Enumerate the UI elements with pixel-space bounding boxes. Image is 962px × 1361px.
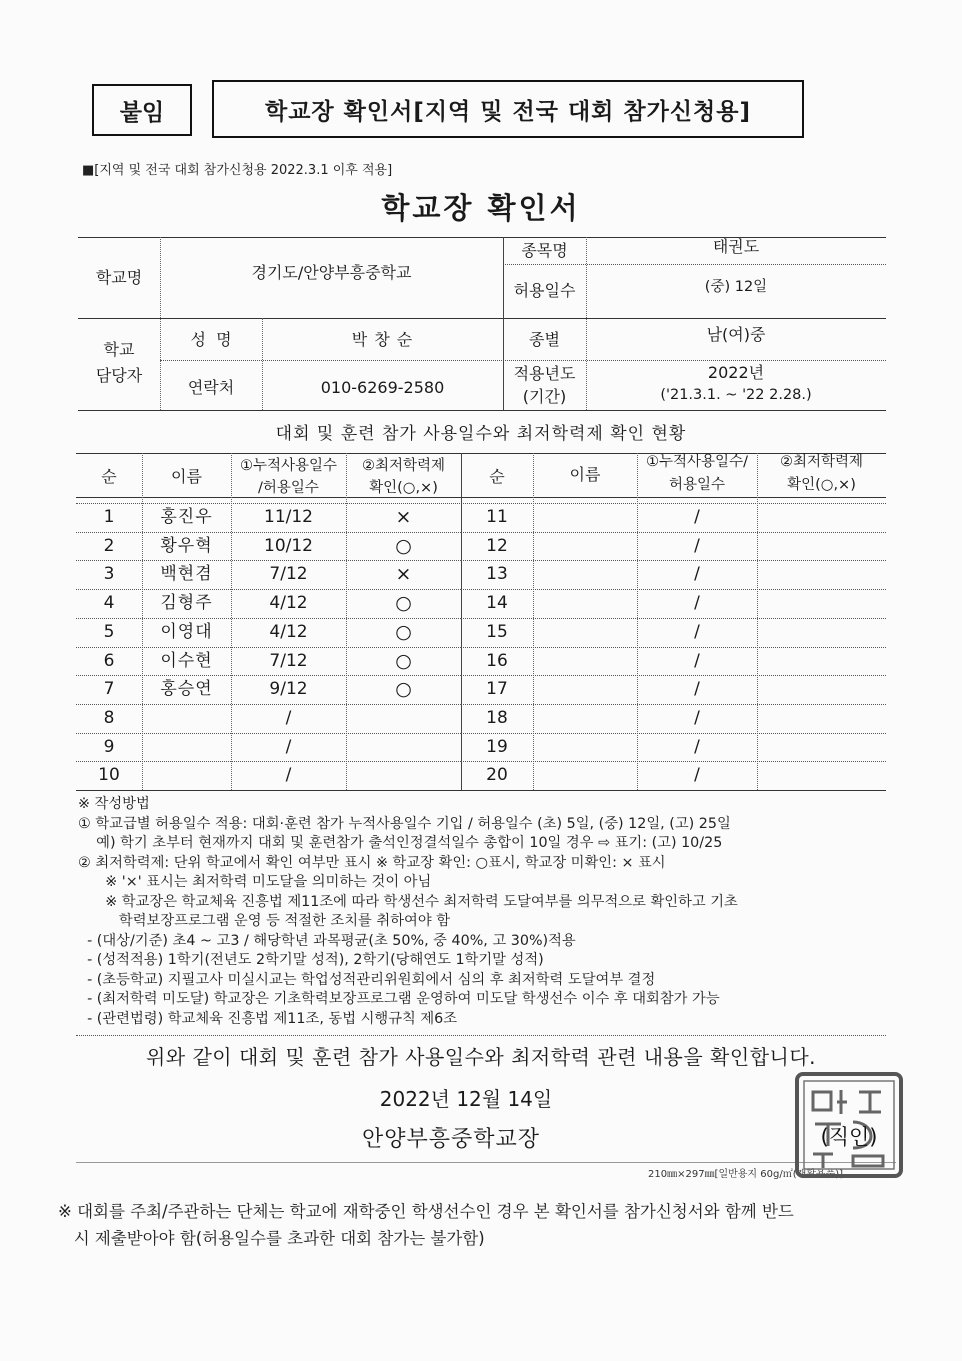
table-left-row-9-days: / xyxy=(285,736,292,757)
table-right-row-4-days: / xyxy=(694,592,700,613)
table-right-row-7-mark xyxy=(757,675,886,704)
note-line-6: ※ 학교장은 학교체육 진흥법 제11조에 따라 학생선수 최저학력 도달여부를 의무적으로 확인하고 기초 xyxy=(78,893,738,910)
status-subtitle: 대회 및 훈련 참가 사용일수와 최저학력제 확인 현황 xyxy=(275,424,687,444)
year-period: ('21.3.1. ~ '22 2.28.) xyxy=(660,386,812,403)
table-right-row-9-name xyxy=(533,733,637,762)
table-left-row-2-days: 10/12 xyxy=(264,535,313,556)
table-right-row-1-days: / xyxy=(694,506,700,527)
table-left-row-7-days: 9/12 xyxy=(269,678,308,699)
paper-spec: 210㎜×297㎜[일반용지 60g/㎡(재활용품)] xyxy=(648,1169,844,1180)
table-right-row-2-no: 12 xyxy=(486,535,508,556)
principal-signature: 안양부흥중학교장 xyxy=(361,1127,541,1152)
year-value: 2022년 xyxy=(707,363,765,382)
table-left-row-1-no: 1 xyxy=(103,506,115,527)
table-right-row-5-mark xyxy=(757,618,886,647)
table-right-row-9-no: 19 xyxy=(486,736,508,757)
table-left-row-6-days: 7/12 xyxy=(269,650,308,671)
table-right-row-3-days: / xyxy=(694,563,700,584)
table-right-row-6-name xyxy=(533,647,637,676)
table-left-row-8-mark xyxy=(346,704,461,733)
col-header-days-left-l2: /허용일수 xyxy=(258,479,319,496)
table-left-row-8-days: / xyxy=(285,707,292,728)
table-right-row-6-no: 16 xyxy=(486,650,508,671)
note-line-8: - (대상/기준) 초4 ~ 고3 / 해당학년 과목평균(초 50%, 중 40%, 고 30%)적용 xyxy=(78,932,576,949)
signing-date: 2022년 12월 14일 xyxy=(379,1087,553,1111)
col-header-min-right-l2: 확인(○,×) xyxy=(787,476,856,493)
table-right-row-8-name xyxy=(533,704,637,733)
table-left-row-8-no: 8 xyxy=(103,707,115,728)
table-right-row-4-name xyxy=(533,589,637,618)
footer-notice xyxy=(58,1198,918,1252)
table-left-row-4-name: 김형주 xyxy=(160,592,213,613)
table-left-row-9-mark xyxy=(346,733,461,762)
table-left-row-6-name: 이수현 xyxy=(160,650,213,671)
year-label-line1: 적용년도 xyxy=(513,364,576,383)
table-right-row-6-mark xyxy=(757,647,886,676)
contact-value: 010-6269-2580 xyxy=(320,378,445,397)
table-right-row-7-no: 17 xyxy=(486,678,508,699)
table-left-row-10-name xyxy=(142,761,231,790)
table-left-row-6-no: 6 xyxy=(103,650,115,671)
table-left-row-3-days: 7/12 xyxy=(269,563,308,584)
table-right-row-10-days: / xyxy=(694,764,700,785)
footer-line-1: ※ 대회를 주최/주관하는 단체는 학교에 재학중인 학생선수인 경우 본 확인서를 참가신청서와 함께 반드 xyxy=(58,1202,794,1221)
table-left-row-9-name xyxy=(142,733,231,762)
table-left-row-5-name: 이영대 xyxy=(160,621,213,642)
table-left-row-1-name: 홍진우 xyxy=(160,506,213,527)
table-right-row-1-mark xyxy=(757,503,886,532)
col-header-days-right-l1: ①누적사용일수/ xyxy=(646,453,748,470)
table-right-row-2-mark xyxy=(757,532,886,561)
table-left-row-8-name xyxy=(142,704,231,733)
note-line-12: - (관련법령) 학교체육 진흥법 제11조, 동법 시행규칙 제6조 xyxy=(78,1010,458,1027)
manager-label-line1: 학교 xyxy=(103,340,135,359)
table-right-row-3-mark xyxy=(757,560,886,589)
school-name-value: 경기도/안양부흥중학교 xyxy=(251,263,412,282)
allowed-days-label: 허용일수 xyxy=(513,281,576,300)
note-line-10: - (초등학교) 지필고사 미실시교는 학업성적관리위원회에서 심의 후 최저학력 도달여부 결정 xyxy=(78,971,656,988)
table-left-row-1-mark: × xyxy=(395,505,412,528)
note-line-5: ※ '×' 표시는 최저학력 미도달을 의미하는 것이 아님 xyxy=(78,874,432,890)
table-left-row-5-no: 5 xyxy=(103,621,115,642)
note-line-3: 예) 학기 초부터 현재까지 대회 및 훈련참가 출석인정결석일수 총합이 10일 경우 ⇨ 표기: (고) 10/25 xyxy=(78,835,723,851)
table-right-row-1-name xyxy=(533,503,637,532)
table-right-row-10-mark xyxy=(757,761,886,790)
table-right-row-10-name xyxy=(533,761,637,790)
table-left-row-4-no: 4 xyxy=(103,592,115,613)
table-left-row-7-mark: ○ xyxy=(395,677,412,700)
table-right-row-2-days: / xyxy=(694,535,700,556)
category-value: 남(여)중 xyxy=(706,325,766,344)
table-left-row-3-no: 3 xyxy=(103,563,115,584)
col-header-days-right-l2: 허용일수 xyxy=(668,476,726,493)
table-left-row-5-days: 4/12 xyxy=(269,621,308,642)
table-left-row-5-mark: ○ xyxy=(395,620,412,643)
note-line-7: 학력보장프로그램 운영 등 적절한 조치를 취하여야 함 xyxy=(78,913,451,929)
table-left-row-2-mark: ○ xyxy=(395,534,412,557)
svg-text:(직인): (직인) xyxy=(820,1125,878,1149)
col-header-min-right-l1: ②최저학력제 xyxy=(779,453,864,470)
table-right-row-3-name xyxy=(533,560,637,589)
col-header-no-left: 순 xyxy=(101,467,117,486)
col-header-days-left-l1: ①누적사용일수 xyxy=(239,457,338,474)
table-right-row-7-name xyxy=(533,675,637,704)
footer-line-2: 시 제출받아야 함(허용일수를 초과한 대회 참가는 불가함) xyxy=(58,1229,485,1248)
person-name-label: 성 명 xyxy=(190,330,232,349)
document-title: 학교장 확인서 xyxy=(381,191,581,225)
note-line-1: ※ 작성방법 xyxy=(78,796,150,812)
allowed-days-value: (중) 12일 xyxy=(704,278,768,295)
col-header-name-left: 이름 xyxy=(171,467,202,486)
table-right-row-10-no: 20 xyxy=(486,764,508,785)
attachment-tag: 붙임 xyxy=(92,84,192,136)
table-right-row-5-days: / xyxy=(694,621,700,642)
table-right-row-4-no: 14 xyxy=(486,592,508,613)
col-header-min-left-l1: ②최저학력제 xyxy=(361,457,446,474)
table-right-row-9-days: / xyxy=(694,736,700,757)
contact-label: 연락처 xyxy=(187,378,235,397)
official-seal-stamp xyxy=(793,1070,905,1180)
table-left-row-9-no: 9 xyxy=(103,736,115,757)
category-label: 종별 xyxy=(529,330,560,349)
writing-instructions xyxy=(78,795,898,1029)
year-label-line2: (기간) xyxy=(522,387,567,406)
sport-label: 종목명 xyxy=(521,240,568,260)
table-right-row-3-no: 13 xyxy=(486,563,508,584)
table-left-row-6-mark: ○ xyxy=(395,649,412,672)
col-header-min-left-l2: 확인(○,×) xyxy=(369,479,438,496)
col-header-name-right: 이름 xyxy=(569,465,601,484)
table-right-row-6-days: / xyxy=(694,650,700,671)
table-right-row-8-days: / xyxy=(694,707,700,728)
table-left-row-7-name: 홍승연 xyxy=(160,678,213,699)
note-line-2: ① 학교급별 허용일수 적용: 대회·훈련 참가 누적사용일수 기입 / 허용일수 (초) 5일, (중) 12일, (고) 25일 xyxy=(78,815,731,832)
note-line-11: - (최저학력 미도달) 학교장은 기초학력보장프로그램 운영하여 미도달 학생선수 이수 후 대회참가 가능 xyxy=(78,991,720,1007)
table-left-row-7-no: 7 xyxy=(103,678,115,699)
table-right-row-7-days: / xyxy=(694,678,700,699)
school-name-label: 학교명 xyxy=(95,267,143,287)
manager-label-line2: 담당자 xyxy=(95,366,143,385)
table-right-row-2-name xyxy=(533,532,637,561)
table-right-row-8-mark xyxy=(757,704,886,733)
table-left-row-3-name: 백현겸 xyxy=(160,563,213,584)
table-left-row-2-no: 2 xyxy=(103,535,115,556)
table-right-row-5-no: 15 xyxy=(486,621,508,642)
table-left-row-3-mark: × xyxy=(395,562,412,585)
table-left-row-10-mark xyxy=(346,761,461,790)
col-header-no-right: 순 xyxy=(489,467,505,486)
table-right-row-9-mark xyxy=(757,733,886,762)
table-right-row-1-no: 11 xyxy=(486,506,508,527)
note-line-9: - (성적적용) 1학기(전년도 2학기말 성적), 2학기(당해연도 1학기말 성적) xyxy=(78,952,544,968)
table-left-row-4-days: 4/12 xyxy=(269,592,308,613)
table-left-row-4-mark: ○ xyxy=(395,591,412,614)
table-left-row-10-days: / xyxy=(285,764,292,785)
table-right-row-5-name xyxy=(533,618,637,647)
table-right-row-8-no: 18 xyxy=(486,707,508,728)
person-name-value: 박 창 순 xyxy=(351,330,414,349)
table-left-row-1-days: 11/12 xyxy=(264,506,313,527)
table-left-row-10-no: 10 xyxy=(98,764,120,785)
form-heading: 학교장 확인서[지역 및 전국 대회 참가신청용] xyxy=(212,80,804,138)
sport-value: 태권도 xyxy=(712,237,760,256)
table-right-row-4-mark xyxy=(757,589,886,618)
applicability-notice: ■[지역 및 전국 대회 참가신청용 2022.3.1 이후 적용] xyxy=(82,163,393,178)
note-line-4: ② 최저학력제: 단위 학교에서 확인 여부만 표시 ※ 학교장 확인: ○표시, 학교장 미확인: × 표시 xyxy=(78,854,666,871)
table-left-row-2-name: 황우혁 xyxy=(160,535,213,556)
confirmation-statement: 위와 같이 대회 및 훈련 참가 사용일수와 최저학력 관련 내용을 확인합니다. xyxy=(145,1045,817,1069)
